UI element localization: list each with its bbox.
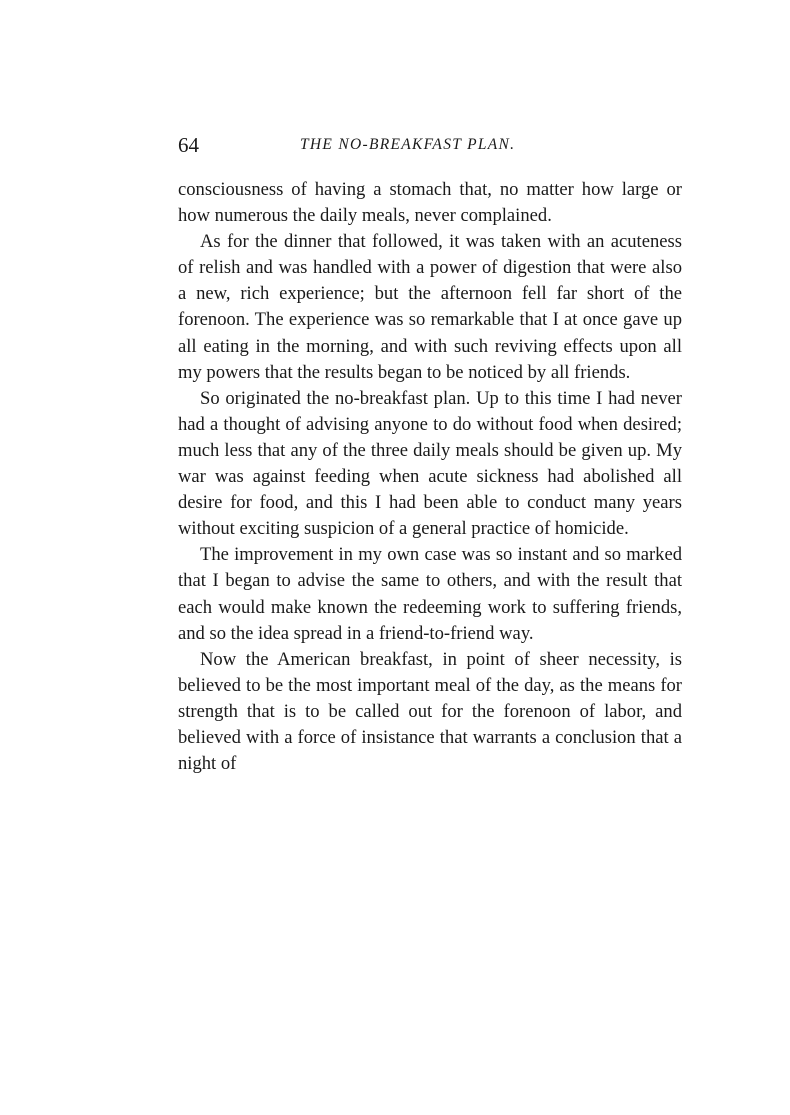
body-text [178,177,682,777]
paragraph-origin: So originated the no-breakfast plan. Up to this time I had never had a thought of advising anyone to do without food when desired; much less that any of the three daily meals should be given up. My war was against feeding when acute sickness had abolished all desire for food, and this I had been able to conduct many years without exciting suspicion of a general practice of homicide. [178,387,682,540]
paragraph-improvement: The improvement in my own case was so instant and so marked that I began to advise the same to others, and with the result that each would make known the redeeming work to suffering friends, and so the idea spread in a friend-to-friend way. [178,544,682,644]
running-head [178,132,682,158]
paragraph-american-breakfast: Now the American breakfast, in point of sheer necessity, is believed to be the most important meal of the day, as the means for strength that is to be called out for the forenoon of labor, and believed with a force of insistance that warrants a conclusion that a night of [178,648,682,775]
running-title: THE NO-BREAKFAST PLAN. [300,136,516,153]
paragraph-dinner: As for the dinner that followed, it was taken with an acuteness of relish and was handled with a power of digestion that were also a new, rich experience; but the afternoon fell far short of the forenoon. The experience was so remarkable that I at once gave up all eating in the morning, and with such reviving effects upon all my powers that the results began to be noticed by all friends. [178,231,682,383]
paragraph-continuation: consciousness of having a stomach that, no matter how large or how numerous the daily meals, never complained. [178,179,682,227]
page-number: 64 [178,133,199,157]
